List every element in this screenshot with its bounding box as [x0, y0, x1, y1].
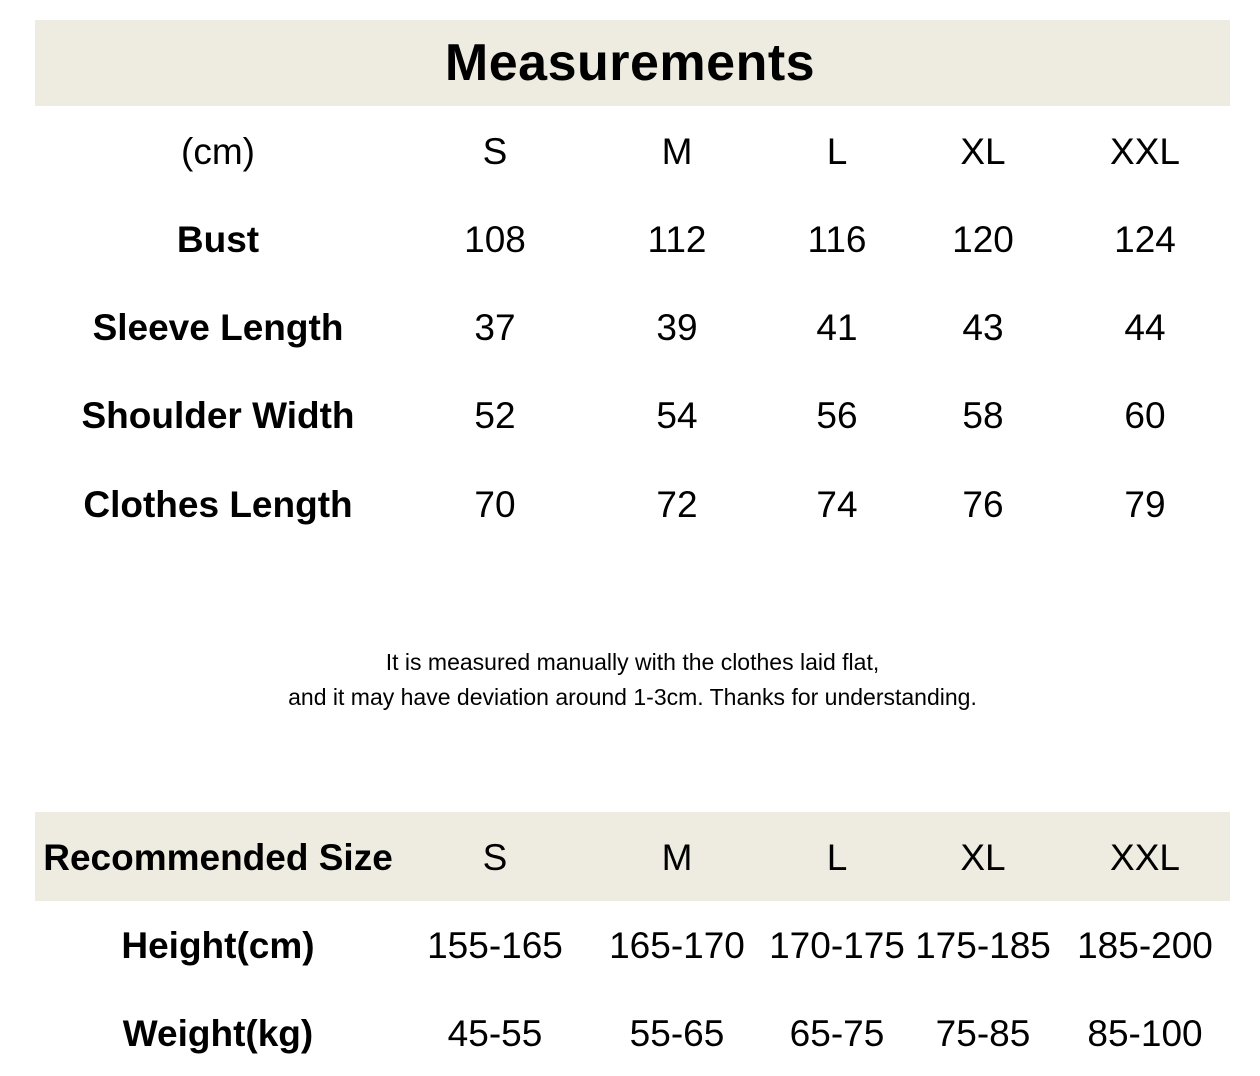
size-header-xl: XL: [960, 131, 1006, 172]
table-row-weight: [0, 1004, 1260, 1064]
table-cell: 116: [807, 219, 867, 260]
table-cell: 54: [656, 395, 698, 436]
unit-label: (cm): [181, 131, 255, 172]
row-label-height: Height(cm): [121, 925, 315, 966]
size-header-l: L: [826, 131, 848, 172]
table-cell: 39: [656, 307, 698, 348]
table-cell: 75-85: [935, 1013, 1031, 1054]
table-cell: 52: [474, 395, 516, 436]
rec-size-header-m: M: [661, 837, 693, 878]
table-cell: 108: [464, 219, 526, 260]
row-label-shoulder-width: Shoulder Width: [81, 395, 355, 436]
measurements-title: Measurements: [444, 34, 816, 92]
table-cell: 112: [647, 219, 707, 260]
table-cell: 79: [1124, 484, 1166, 525]
rec-size-header-xxl: XXL: [1110, 837, 1180, 878]
table-cell: 65-75: [789, 1013, 885, 1054]
row-label-clothes-length: Clothes Length: [83, 484, 353, 525]
table-cell: 165-170: [609, 925, 745, 966]
rec-size-header-xl: XL: [960, 837, 1006, 878]
table-cell: 85-100: [1087, 1013, 1203, 1054]
row-label-sleeve-length: Sleeve Length: [92, 307, 344, 348]
table-cell: 76: [962, 484, 1004, 525]
size-header-m: M: [661, 131, 693, 172]
table-row-height: [0, 916, 1260, 976]
size-header-xxl: XXL: [1110, 131, 1180, 172]
measurement-note-line-2: and it may have deviation around 1-3cm. Thanks for understanding.: [288, 684, 977, 710]
table-cell: 124: [1114, 219, 1176, 260]
recommended-size-header-row: [0, 828, 1260, 888]
table-cell: 45-55: [447, 1013, 543, 1054]
recommended-size-label: Recommended Size: [43, 837, 393, 878]
table-row-sleeve-length: [0, 298, 1260, 358]
table-cell: 41: [816, 307, 858, 348]
table-cell: 44: [1124, 307, 1166, 348]
table-row-clothes-length: [0, 475, 1260, 535]
table-cell: 155-165: [427, 925, 563, 966]
table-cell: 72: [656, 484, 698, 525]
table-cell: 170-175: [769, 925, 905, 966]
table-row-shoulder-width: [0, 386, 1260, 446]
size-header-s: S: [482, 131, 508, 172]
table-cell: 55-65: [629, 1013, 725, 1054]
row-label-bust: Bust: [176, 219, 260, 260]
table-cell: 175-185: [915, 925, 1051, 966]
table-cell: 120: [952, 219, 1014, 260]
table-cell: 58: [962, 395, 1004, 436]
table-cell: 74: [816, 484, 858, 525]
table-cell: 43: [962, 307, 1004, 348]
rec-size-header-s: S: [482, 837, 508, 878]
table-cell: 185-200: [1077, 925, 1213, 966]
table-cell: 56: [816, 395, 858, 436]
measurements-size-header-row: [0, 122, 1260, 182]
measurement-note-line-1: It is measured manually with the clothes laid flat,: [385, 649, 880, 675]
table-row-bust: [0, 210, 1260, 270]
table-cell: 70: [474, 484, 516, 525]
row-label-weight: Weight(kg): [122, 1013, 314, 1054]
rec-size-header-l: L: [826, 837, 848, 878]
table-cell: 60: [1124, 395, 1166, 436]
table-cell: 37: [474, 307, 516, 348]
